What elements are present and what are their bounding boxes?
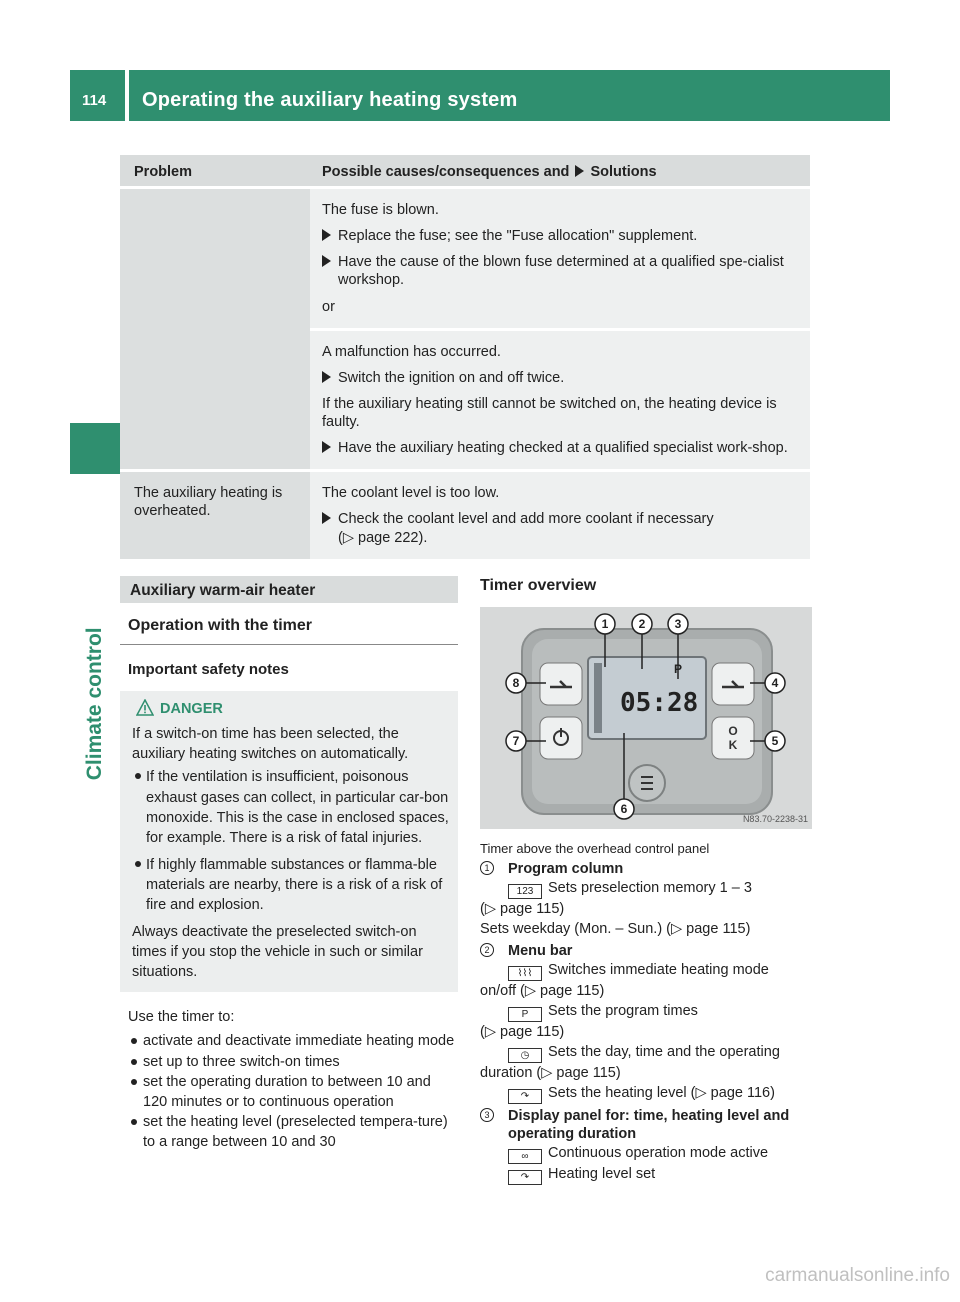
power-button [540, 717, 582, 759]
program-column [594, 663, 602, 733]
heating-level-icon: ↷ [508, 1170, 542, 1185]
legend-text: Continuous operation mode active [548, 1144, 769, 1161]
list-item: set up to three switch-on times [128, 1053, 458, 1073]
action-text: Switch the ignition on and off twice. [338, 369, 565, 386]
left-column [120, 576, 458, 1153]
danger-intro: If a switch-on time has been selected, the auxiliary heating switches on automatically. [132, 725, 409, 763]
cause-text: The coolant level is too low. [322, 485, 500, 502]
heating-mode-icon: ⌇⌇⌇ [508, 966, 542, 981]
watermark: carmanualsonline.info [765, 1265, 950, 1287]
table-cell-solutions [310, 189, 810, 469]
legend-title: Display panel for: time, heating level and operating duration [508, 1107, 790, 1142]
legend-text: on/off (▷ page 115) [480, 983, 605, 1000]
danger-heading [132, 700, 450, 718]
table-header-problem: Problem [134, 164, 193, 180]
program-times-icon: P [508, 1007, 542, 1022]
table-row [120, 186, 810, 469]
table-cell-problem: The auxiliary heating is overheated. [120, 472, 310, 558]
right-column [480, 576, 812, 1185]
legend-line [480, 1064, 812, 1083]
legend-text: Heating level set [548, 1165, 656, 1182]
timer-figure [480, 607, 812, 829]
arrow-icon [575, 165, 584, 177]
arrow-icon [322, 371, 331, 383]
table-header-solutions-pre: Possible causes/consequences and [322, 164, 570, 180]
table-cell-solutions [310, 472, 810, 558]
danger-bullet: If highly flammable substances or flamma-ble materials are nearby, there is a risk of a risk of fire and explosion. [132, 855, 450, 916]
action-text: Have the auxiliary heating checked at a qualified specialist work-shop. [338, 440, 788, 457]
section-title: Auxiliary warm-air heater [120, 576, 458, 603]
table-cell-problem [120, 189, 310, 469]
callout-2-label: 2 [638, 617, 646, 631]
cause-text: A malfunction has occurred. [322, 343, 501, 360]
table-row [120, 469, 810, 558]
danger-box [120, 691, 458, 993]
list-item: set the heating level (preselected tempera-ture) to a range between 10 and 30 [128, 1113, 458, 1152]
legend-line [508, 961, 812, 981]
solution-block-malfunction [322, 331, 802, 470]
ok-button-bottom: K [728, 738, 738, 752]
callout-7-label: 7 [512, 734, 520, 748]
legend-line [480, 982, 812, 1001]
action-step [322, 510, 802, 546]
legend-line [508, 1144, 812, 1164]
arrow-icon [322, 512, 331, 524]
legend-text: Sets the program times [548, 1003, 698, 1020]
legend-text: Sets the heating level (▷ page 116) [548, 1084, 775, 1101]
danger-outro: Always deactivate the preselected switch-on times if you stop the vehicle in such or similar situations. [132, 923, 423, 981]
legend-title: Menu bar [508, 943, 573, 960]
legend-item-2 [480, 942, 812, 1104]
figure-code: N83.70-2238-31 [742, 813, 808, 824]
legend-number: 2 [480, 943, 494, 957]
cause-text: The fuse is blown. [322, 202, 439, 218]
figure-caption: Timer above the overhead control panel [480, 841, 710, 856]
chapter-marker [70, 423, 121, 474]
callout-1-label: 1 [601, 617, 609, 631]
action-step [322, 253, 802, 289]
action-text: Replace the fuse; see the "Fuse allocation" supplement. [338, 228, 698, 245]
action-text: Have the cause of the blown fuse determined at a qualified spe-cialist workshop. [338, 254, 784, 289]
ok-button-top: O [728, 724, 738, 738]
legend-text: (▷ page 115) [480, 1024, 565, 1041]
callout-5-label: 5 [771, 734, 779, 748]
chapter-label: Climate control [82, 627, 106, 780]
info-text: If the auxiliary heating still cannot be switched on, the heating device is faulty. [322, 395, 777, 430]
legend-line [508, 1002, 812, 1022]
page-reference: (▷ page 222). [338, 529, 428, 546]
action-step [322, 369, 802, 387]
legend-text: (▷ page 115) [480, 901, 565, 918]
legend-item-3 [480, 1107, 812, 1185]
timer-illustration [480, 607, 812, 829]
subsection-title: Operation with the timer [120, 616, 458, 645]
legend-line [508, 1165, 812, 1185]
chapter-label-wrap [70, 480, 121, 780]
legend-text: Sets weekday (Mon. – Sun.) (▷ page 115) [480, 921, 751, 938]
legend-text: duration (▷ page 115) [480, 1064, 621, 1081]
safety-title: Important safety notes [128, 661, 289, 678]
list-item: set the operating duration to between 10 and 120 minutes or to continuous operation [128, 1073, 458, 1112]
solution-block-fuse [322, 189, 802, 328]
table-header-solutions-post: Solutions [590, 164, 657, 180]
legend-title: Program column [508, 861, 624, 878]
legend-line [508, 879, 812, 899]
header-separator [125, 70, 129, 121]
legend-line [508, 1084, 812, 1104]
heating-level-icon: ↷ [508, 1089, 542, 1104]
legend-line [508, 1043, 812, 1063]
page-header [70, 70, 890, 121]
page-number: 114 [82, 92, 107, 109]
program-memory-icon: 123 [508, 884, 542, 899]
table-header-solutions [310, 155, 810, 186]
use-intro: Use the timer to: [128, 1009, 235, 1026]
legend-line [480, 900, 812, 919]
warning-triangle-icon [136, 699, 154, 716]
list-item: activate and deactivate immediate heating mode [128, 1032, 458, 1052]
action-text: Check the coolant level and add more coolant if necessary [338, 511, 714, 528]
legend-text: Switches immediate heating mode [548, 962, 769, 979]
danger-bullet: If the ventilation is insufficient, poisonous exhaust gases can collect, in particular car-bon monoxide. This is the case in enclosed spaces, for example. There is a risk of fatal injuries. [132, 767, 450, 848]
use-list [120, 1032, 458, 1152]
callout-3-label: 3 [674, 617, 682, 631]
arrow-icon [322, 229, 331, 241]
page-title: Operating the auxiliary heating system [142, 89, 518, 111]
legend-text: Sets the day, time and the operating [548, 1043, 780, 1060]
legend-number: 1 [480, 861, 494, 875]
legend-text: Sets preselection memory 1 – 3 [548, 880, 752, 897]
action-step [322, 227, 802, 245]
arrow-icon [322, 441, 331, 453]
problem-table [120, 155, 810, 559]
callout-6-label: 6 [620, 802, 628, 816]
lcd-time: 05:28 [620, 688, 699, 718]
legend-item-1 [480, 860, 812, 939]
left-top-button [540, 663, 582, 705]
clock-icon: ◷ [508, 1048, 542, 1063]
callout-4-label: 4 [771, 676, 779, 690]
arrow-icon [322, 255, 331, 267]
legend-line [480, 1023, 812, 1042]
right-top-button [712, 663, 754, 705]
action-step [322, 439, 802, 457]
callout-8-label: 8 [512, 676, 520, 690]
danger-label: DANGER [160, 700, 223, 717]
table-header-row [120, 155, 810, 186]
or-text: or [322, 298, 335, 315]
timer-heading: Timer overview [480, 577, 597, 594]
lcd-p-symbol: P [674, 662, 683, 676]
continuous-mode-icon: ∞ [508, 1149, 542, 1164]
chapter-sidebar [70, 120, 121, 780]
legend-number: 3 [480, 1108, 494, 1122]
legend-line [480, 920, 812, 939]
